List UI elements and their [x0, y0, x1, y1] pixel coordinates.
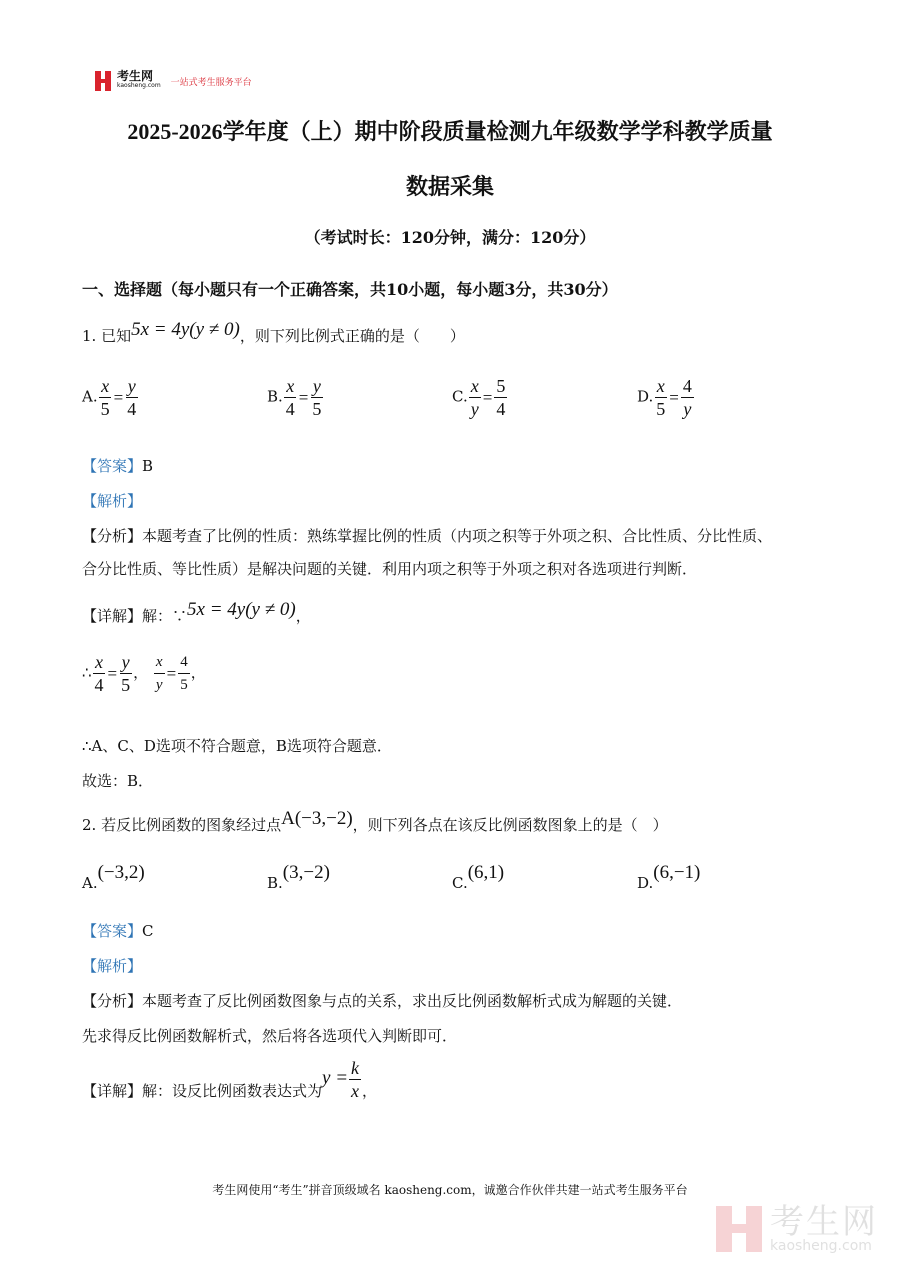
fraction: $\frac{4}{y}$: [682, 376, 692, 419]
q1-fenxi-line2: 合分比性质、等比性质）是解决问题的关键．利用内项之积等于外项之积对各选项进行判断．: [82, 560, 698, 578]
section-heading: 一、选择题（每小题只有一个正确答案，共10小题，每小题3分，共30分）: [82, 280, 618, 299]
option-value: (−3,2): [97, 862, 145, 883]
answer-value: C: [142, 922, 154, 940]
option-label: C.: [452, 387, 468, 406]
option-value: (3,−2): [282, 862, 330, 883]
watermark-mark-icon: [716, 1206, 762, 1252]
page-footer: 考生网使用“考生”拼音顶级域名 kaosheng.com，诚邀合作伙伴共建一站式考生服务平台: [212, 1183, 688, 1197]
option-label: D.: [637, 874, 654, 892]
question-number: 2.: [82, 816, 97, 834]
q2-analysis-tag: 【解析】: [82, 957, 143, 975]
q2-fenxi: 【分析】本题考查了反比例函数图象与点的关系，求出反比例函数解析式成为解题的关键．: [82, 992, 683, 1010]
fraction: $\frac{y}{4}$: [127, 376, 137, 419]
q1-xiangjie: 【详解】解：∵5x = 4y(y ≠ 0)，: [82, 599, 311, 625]
option-label: C.: [452, 874, 468, 892]
question-text: 若反比例函数的图象经过点: [101, 816, 282, 834]
q2-fenxi-line2: 先求得反比例函数解析式，然后将各选项代入判断即可．: [82, 1027, 458, 1045]
xiangjie-text: 【详解】解：∵: [82, 607, 188, 625]
option-a[interactable]: [82, 862, 267, 892]
q1-answer: [82, 455, 153, 476]
watermark: [716, 1202, 878, 1254]
question-text: 已知: [101, 327, 132, 345]
option-label: B.: [267, 387, 283, 406]
q2-answer: [82, 920, 154, 941]
math-condition: 5x = 4y(y ≠ 0): [131, 319, 240, 340]
watermark-name: 考生网: [770, 1202, 878, 1242]
answer-tag: 【答案】: [82, 922, 143, 940]
fraction: $\frac{x}{5}$: [656, 376, 666, 419]
fraction: $\frac{5}{4}$: [496, 376, 506, 419]
q1-choose: 故选：B．: [82, 772, 154, 790]
option-label: A.: [82, 387, 98, 406]
exam-info: （考试时长：120分钟，满分：120分）: [304, 228, 596, 247]
q1-fenxi-line1: 【分析】本题考查了比例的性质：熟练掌握比例的性质（内项之积等于外项之积、合比性质、分比性质、: [82, 527, 773, 545]
kaosheng-logo: [95, 71, 252, 91]
logo-slogan: 一站式考生服务平台: [170, 77, 252, 88]
option-label: D.: [637, 387, 654, 406]
punctuation: ，: [362, 1081, 378, 1100]
question-1: [82, 319, 465, 347]
fraction: $\frac{k}{x}$: [351, 1058, 360, 1101]
question-text: ，则下列比例式正确的是（ ）: [239, 327, 465, 345]
option-b[interactable]: B. $\frac{x}{4}$ = $\frac{y}{5}$: [267, 376, 322, 419]
fraction: $\frac{x}{5}$: [100, 376, 110, 419]
fraction: $\frac{y}{5}$: [312, 376, 322, 419]
q1-analysis-tag: 【解析】: [82, 492, 143, 510]
doc-title-line2: 数据采集: [405, 174, 494, 199]
option-d[interactable]: [637, 862, 822, 892]
math-lhs: y =: [322, 1067, 349, 1089]
fraction: $\frac{4}{5}$: [180, 654, 188, 693]
watermark-domain: kaosheng.com: [770, 1238, 872, 1254]
answer-tag: 【答案】: [82, 457, 143, 475]
therefore-symbol: ∴: [82, 663, 92, 682]
option-c[interactable]: C. $\frac{x}{y}$ = $\frac{5}{4}$: [452, 376, 506, 419]
option-label: B.: [267, 874, 283, 892]
option-label: A.: [82, 874, 98, 892]
option-b[interactable]: [267, 862, 452, 892]
logo-domain: kaosheng.com: [117, 82, 161, 89]
math-condition: 5x = 4y(y ≠ 0): [187, 599, 296, 620]
option-d[interactable]: D. $\frac{x}{5}$ = $\frac{4}{y}$: [637, 376, 692, 419]
fraction: $\frac{x}{4}$: [285, 376, 295, 419]
xiangjie-text: 【详解】解：设反比例函数表达式为: [82, 1081, 323, 1100]
option-a[interactable]: A. $\frac{x}{5}$ = $\frac{y}{4}$: [82, 376, 137, 419]
q2-xiangjie: [82, 1058, 377, 1101]
q2-options: [82, 862, 822, 892]
option-value: (6,1): [467, 862, 505, 883]
question-number: 1.: [82, 327, 97, 345]
q1-conclusion: ∴A、C、D选项不符合题意，B选项符合题意．: [82, 737, 392, 755]
q1-options: [82, 376, 822, 419]
q1-derivation: ∴ $\frac{x}{4}$ = $\frac{y}{5}$ ， $\frac{x}{y}$ = $\frac{4}{5}$ ，: [82, 652, 206, 695]
option-value: (6,−1): [653, 862, 701, 883]
answer-value: B: [142, 457, 154, 475]
fraction: $\frac{y}{5}$: [121, 652, 131, 695]
logo-mark-icon: [95, 71, 111, 91]
option-c[interactable]: [452, 862, 637, 892]
fraction: $\frac{x}{4}$: [94, 652, 104, 695]
fraction: $\frac{x}{y}$: [470, 376, 479, 419]
question-2: [82, 808, 668, 836]
fraction: $\frac{x}{y}$: [155, 654, 163, 693]
question-text: ，则下列各点在该反比例函数图象上的是（ ）: [352, 816, 668, 834]
logo-name: 考生网: [117, 69, 154, 83]
doc-title-line1: 2025-2026学年度（上）期中阶段质量检测九年级数学学科教学质量: [127, 119, 773, 144]
math-point: A(−3,−2): [281, 808, 353, 829]
